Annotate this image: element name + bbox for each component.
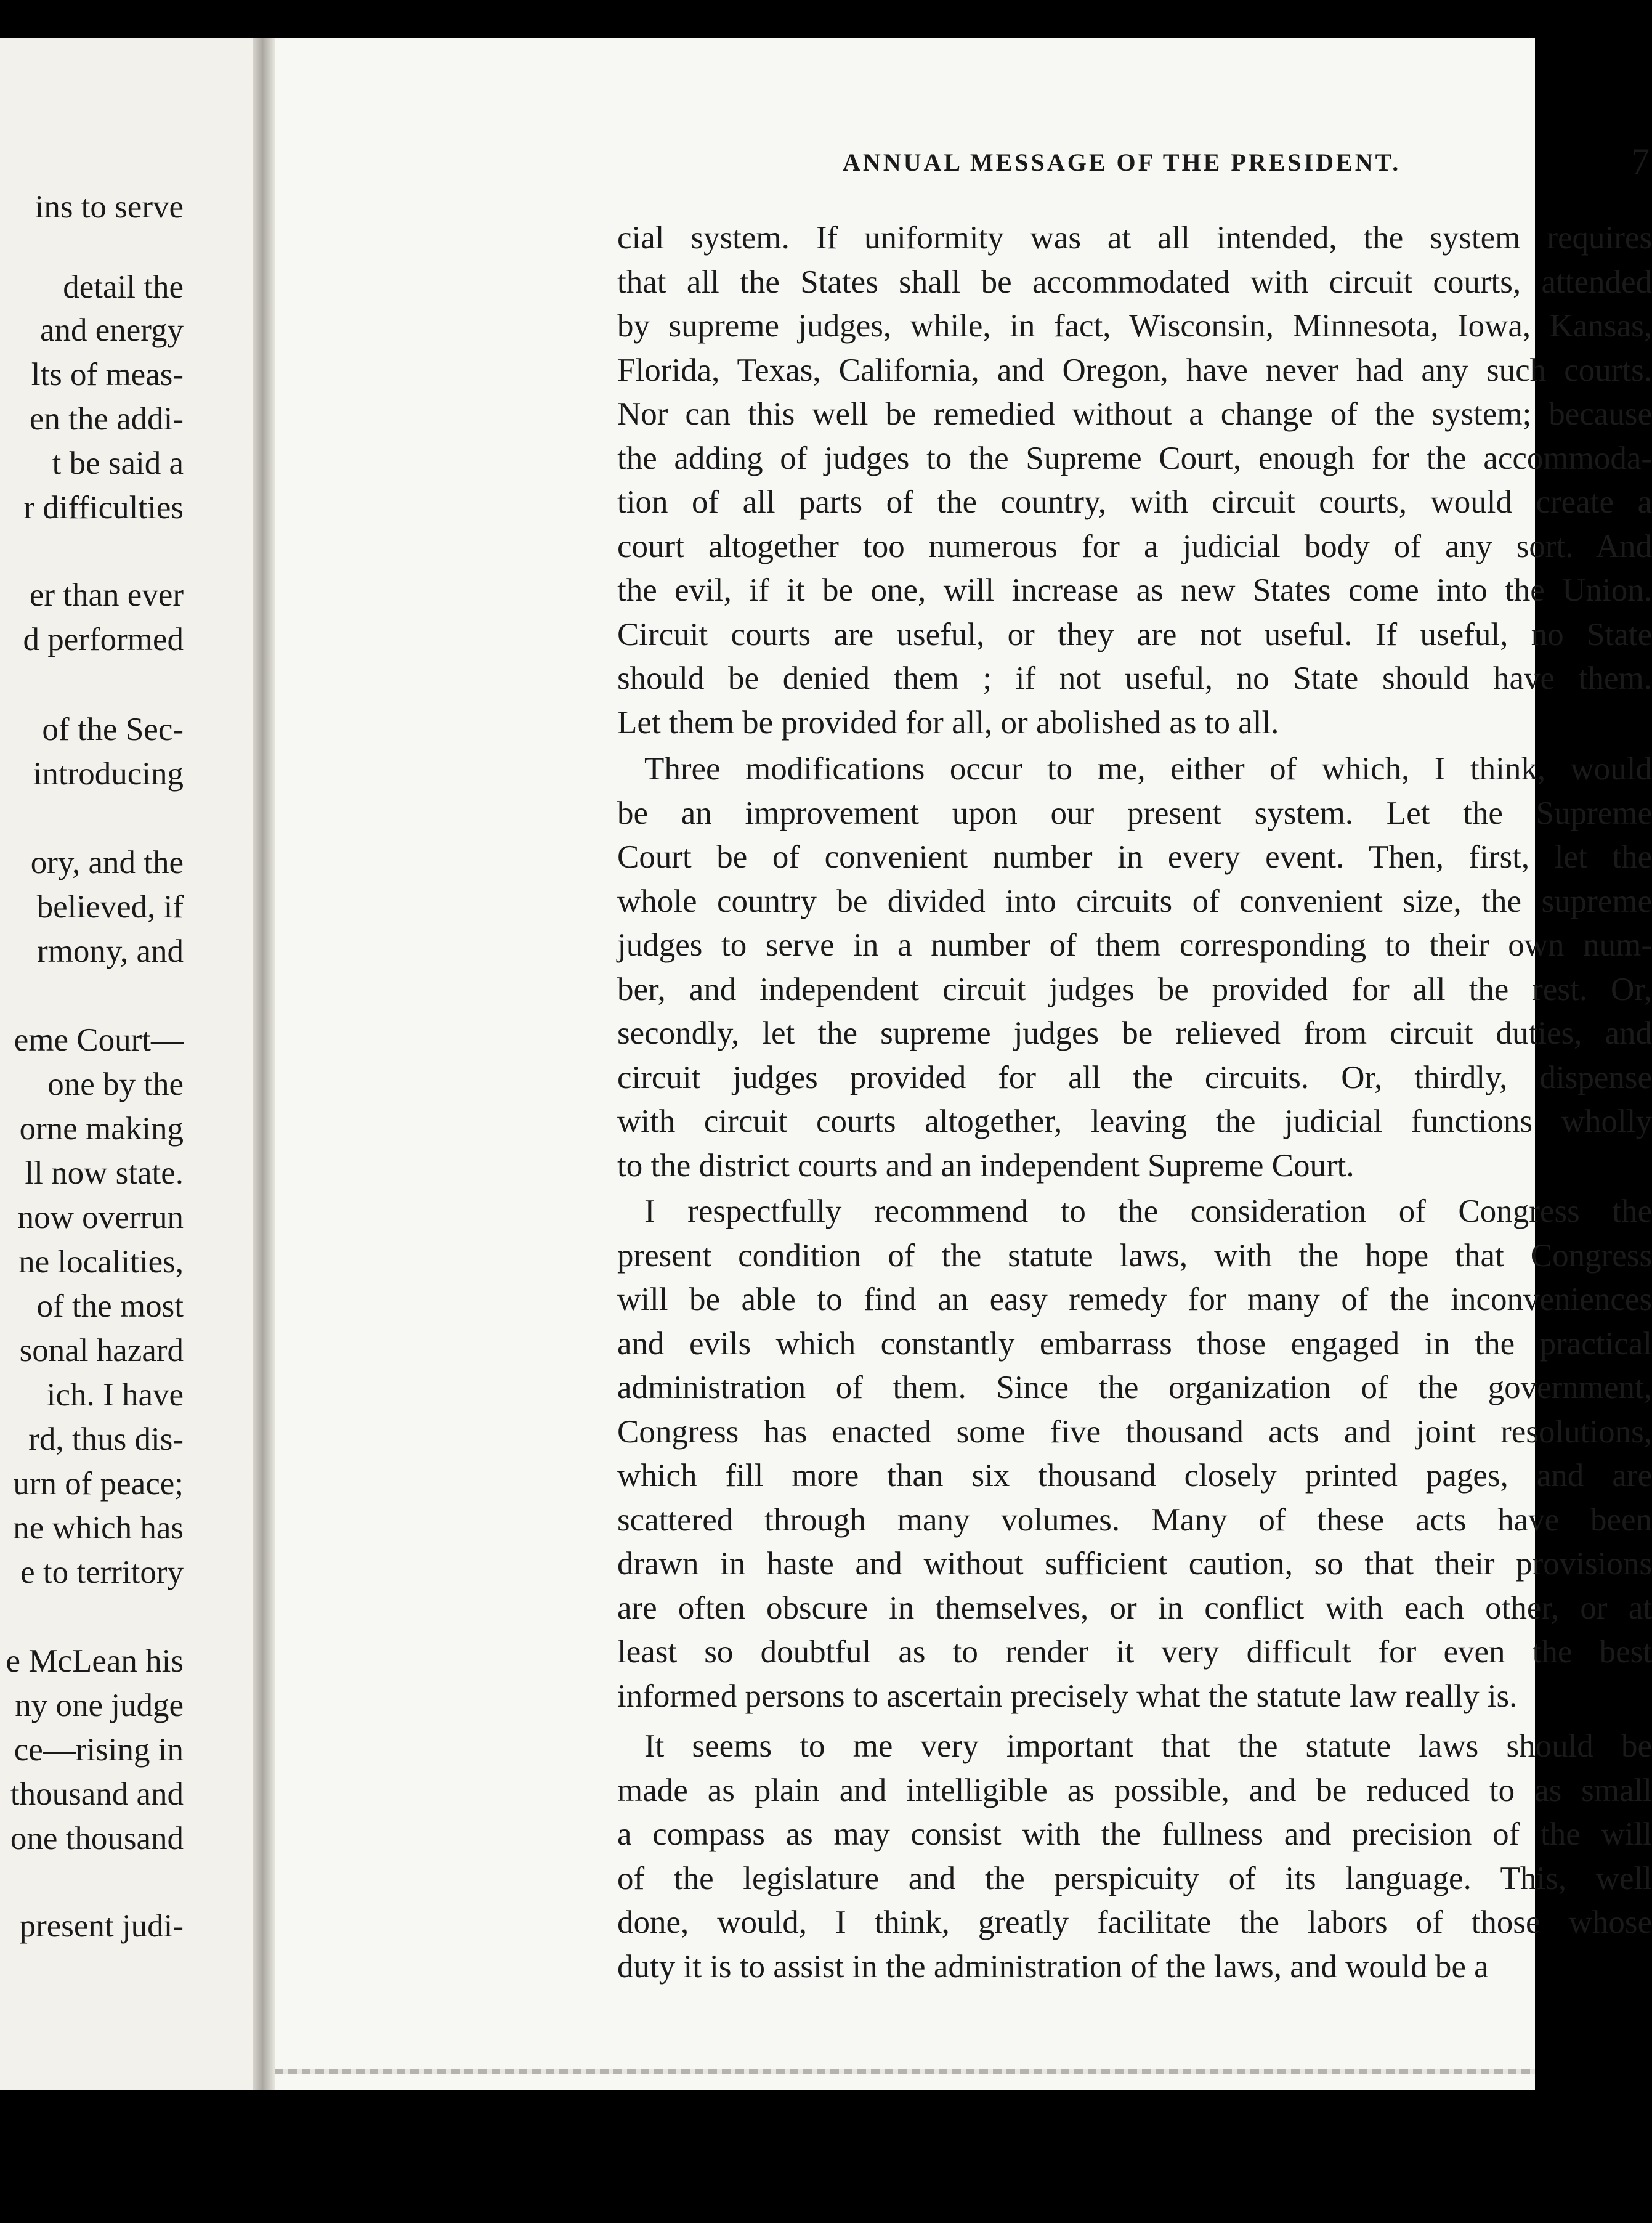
text-line: tion of all parts of the country, with circuit courts, would create a — [617, 484, 1652, 520]
page-bottom-edge — [275, 2069, 1535, 2074]
text-line: drawn in haste and without sufficient caution, so that their provisions — [617, 1546, 1652, 1582]
text-line: cial system. If uniformity was at all intended, the system requires — [617, 220, 1652, 256]
left-fragment-line: ory, and the — [30, 845, 184, 880]
text-line: present condition of the statute laws, with the hope that Congress — [617, 1237, 1652, 1274]
left-fragment-line: one thousand — [10, 1821, 184, 1856]
text-line: administration of them. Since the organization of the government, — [617, 1370, 1652, 1405]
left-fragment-line: rd, thus dis- — [28, 1421, 184, 1457]
left-fragment-line: lts of meas- — [31, 357, 184, 392]
text-line: secondly, let the supreme judges be relieved from circuit duties, and — [617, 1015, 1652, 1051]
running-head: ANNUAL MESSAGE OF THE PRESIDENT. — [843, 148, 1401, 176]
text-line: that all the States shall be accommodated with circuit courts, attended — [617, 264, 1652, 300]
left-fragment-line: e McLean his — [6, 1643, 184, 1679]
left-fragment-line: orne making — [19, 1111, 184, 1147]
text-line: which fill more than six thousand closely printed pages, and are — [617, 1458, 1652, 1494]
left-fragment-line: ll now state. — [25, 1155, 184, 1191]
left-fragment-line: eme Court— — [14, 1022, 184, 1058]
text-line: a compass as may consist with the fullness and precision of the will — [617, 1816, 1652, 1852]
left-fragment-line: one by the — [47, 1067, 184, 1102]
text-line: circuit judges provided for all the circuits. Or, thirdly, dispense — [617, 1059, 1652, 1095]
left-fragment-line: of the Sec- — [42, 712, 184, 747]
book-gutter — [253, 38, 275, 2090]
left-fragment-line: thousand and — [10, 1776, 184, 1812]
left-fragment-line: ins to serve — [34, 189, 184, 225]
left-fragment-line: ny one judge — [15, 1688, 184, 1723]
text-line: are often obscure in themselves, or in conflict with each other, or at — [617, 1590, 1652, 1626]
text-line: It seems to me very important that the statute laws should be — [644, 1728, 1652, 1764]
text-line: Florida, Texas, California, and Oregon, have never had any such courts. — [617, 352, 1652, 388]
text-line: of the legislature and the perspicuity of its language. This, well — [617, 1860, 1652, 1896]
text-line: ber, and independent circuit judges be provided for all the rest. Or, — [617, 971, 1652, 1007]
left-fragment-line: t be said a — [52, 445, 184, 481]
left-page — [0, 38, 253, 2090]
text-line: Congress has enacted some five thousand acts and joint resolutions, — [617, 1413, 1652, 1450]
main-text-block — [617, 38, 1652, 2090]
left-fragment-line: en the addi- — [29, 401, 184, 437]
left-fragment-line: introducing — [33, 756, 184, 792]
text-line: duty it is to assist in the administration of the laws, and would be a — [617, 1948, 1489, 1985]
text-line: Three modifications occur to me, either of which, I think, would — [644, 751, 1652, 787]
text-line: Let them be provided for all, or abolished as to all. — [617, 704, 1279, 741]
text-line: least so doubtful as to render it very difficult for even the best — [617, 1634, 1652, 1670]
text-line: by supreme judges, while, in fact, Wisconsin, Minnesota, Iowa, Kansas, — [617, 308, 1652, 344]
left-fragment-line: of the most — [36, 1288, 184, 1324]
left-fragment-line: and energy — [39, 312, 184, 348]
text-line: and evils which constantly embarrass those engaged in the practical — [617, 1325, 1652, 1362]
text-line: made as plain and intelligible as possible, and be reduced to as small — [617, 1772, 1652, 1808]
left-fragment-line: ce—rising in — [14, 1732, 184, 1768]
left-fragment-line: sonal hazard — [19, 1333, 184, 1368]
left-fragment-line: present judi- — [19, 1908, 184, 1944]
left-fragment-line: ne which has — [13, 1510, 184, 1546]
text-line: whole country be divided into circuits of convenient size, the supreme — [617, 883, 1652, 919]
left-fragment-line: er than ever — [29, 577, 184, 613]
text-line: be an improvement upon our present system. Let the Supreme — [617, 795, 1652, 831]
text-line: will be able to find an easy remedy for many of the inconveniences — [617, 1282, 1652, 1317]
left-fragment-line: ich. I have — [46, 1377, 184, 1413]
text-line: Nor can this well be remedied without a change of the system; because — [617, 396, 1652, 432]
text-line: the adding of judges to the Supreme Court, enough for the accommoda- — [617, 440, 1652, 476]
text-line: the evil, if it be one, will increase as new States come into the Union. — [617, 572, 1652, 608]
text-line: judges to serve in a number of them corresponding to their own num- — [617, 927, 1652, 963]
left-fragment-line: d performed — [23, 622, 184, 657]
page-number: 7 — [1631, 141, 1650, 182]
text-line: done, would, I think, greatly facilitate the labors of those whose — [617, 1904, 1652, 1940]
left-fragment-line: ne localities, — [18, 1244, 184, 1280]
left-fragment-line: e to territory — [20, 1554, 184, 1590]
text-line: I respectfully recommend to the consideration of Congress the — [644, 1193, 1652, 1229]
right-page — [275, 38, 1652, 2090]
left-fragment-line: believed, if — [36, 889, 184, 925]
text-line: Court be of convenient number in every event. Then, first, let the — [617, 839, 1652, 875]
text-line: court altogether too numerous for a judicial body of any sort. And — [617, 528, 1652, 564]
text-line: scattered through many volumes. Many of these acts have been — [617, 1502, 1652, 1538]
left-column-fragments — [0, 38, 253, 2090]
left-fragment-line: now overrun — [17, 1200, 184, 1235]
left-fragment-line: urn of peace; — [13, 1466, 184, 1502]
left-fragment-line: rmony, and — [37, 933, 184, 969]
text-line: Circuit courts are useful, or they are not useful. If useful, no State — [617, 616, 1652, 652]
text-line: to the district courts and an independent Supreme Court. — [617, 1147, 1354, 1184]
left-fragment-line: r difficulties — [23, 490, 184, 526]
left-fragment-line: detail the — [63, 269, 184, 305]
text-line: informed persons to ascertain precisely what the statute law really is. — [617, 1678, 1518, 1714]
text-line: with circuit courts altogether, leaving the judicial functions wholly — [617, 1103, 1652, 1139]
text-line: should be denied them ; if not useful, no State should have them. — [617, 660, 1652, 696]
